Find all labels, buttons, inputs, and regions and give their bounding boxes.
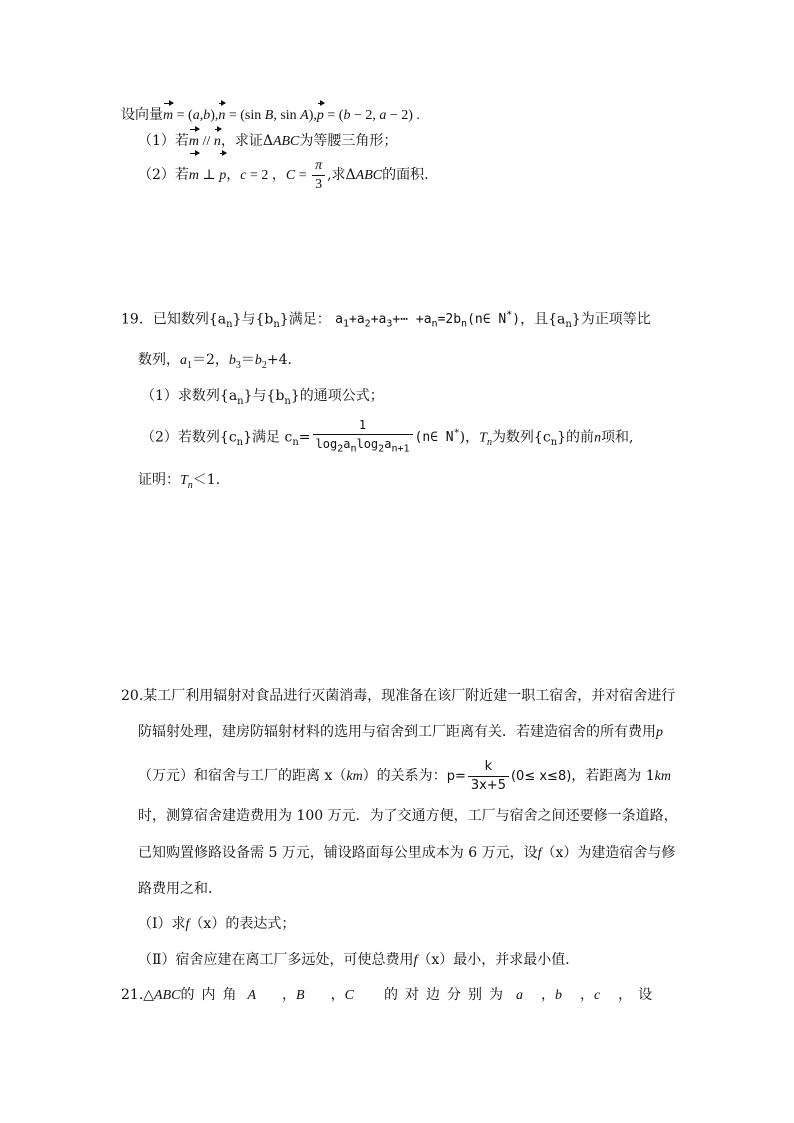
q19-line2: 数列，$a_1=2$，$b_3=b_2+4$． xyxy=(138,352,302,371)
q20-line4: 时，测算宿舍建造费用为 100 万元．为了交通方便，工厂与宿舍之间还要修一条道路， xyxy=(138,808,678,824)
q18-part2: （2）若m ⊥ p，c = 2 ，C = $\frac{\pi}{3}$ ,求ΔABC的面积. xyxy=(138,155,429,196)
q18-intro-line: 设向量m = (a,b),n = (sin B, sin A),p = (b − 2, a − 2) . xyxy=(121,105,420,126)
q20-line5: 已知购置修路设备需 5 万元，铺设路面每公里成本为 6 万元，设f（x）为建造宿舍与修 xyxy=(138,845,676,861)
q20-line6: 路费用之和． xyxy=(138,881,222,897)
q19-part2: （2）若数列$\{c_n\}$满足 $c_n=$ $\frac{1}{\log_2a_n\log_2a_{n+1}}$ (n∈ N*)，$T_n$为数列$\{c_n\}$的前n项和, xyxy=(141,414,634,463)
q19-line1: 19．已知数列$\{a_n\}$与$\{b_n\}$满足： $a_1+a_2+a_3+\cdots$ $+a_n=2b_n(n\in$ N*)，且$\{a_n\}$为正项等比 xyxy=(121,310,651,331)
q20-line3: （万元）和宿舍与工厂的距离 x（km）的关系为：p= $\frac{k}{3x+5}$ (0≤ x≤8)，若距离为 1km xyxy=(138,759,671,793)
q18-part1: （1）若m // n，求证ΔABC为等腰三角形； xyxy=(138,131,397,152)
fraction-k: $\frac{k}{3x+5}$ xyxy=(468,758,509,795)
vector-n: n xyxy=(218,106,225,126)
q20-part1: （Ⅰ）求f（x）的表达式； xyxy=(138,916,296,932)
sum-equation: $a_1+a_2+a_3+\cdots$ $+a_n=2b_n(n\in$ N*) xyxy=(335,310,521,330)
q20-part2: （Ⅱ）宿舍应建在离工厂多远处，可使总费用f（x）最小，并求最小值． xyxy=(138,952,580,968)
q19-prove: 证明：$T_n<1$． xyxy=(138,472,230,491)
q21-line1: 21.△ABC的内角 A ，B ，C 的对边分别为 a ，b ，c ， 设 xyxy=(121,987,653,1003)
q19-part1: （1）求数列$\{a_n\}$与$\{b_n\}$的通项公式； xyxy=(141,388,384,407)
vector-p: p xyxy=(317,106,324,126)
fraction-pi-over-3: $\frac{\pi}{3}$ xyxy=(312,157,325,194)
vector-m: m xyxy=(163,106,173,126)
fraction-cn: $\frac{1}{\log_2a_n\log_2a_{n+1}}$ xyxy=(313,416,413,458)
q20-line2: 防辐射处理，建房防辐射材料的选用与宿舍到工厂距离有关．若建造宿舍的所有费用p xyxy=(138,724,663,740)
q20-line1: 20.某工厂利用辐射对食品进行灭菌消毒，现准备在该厂附近建一职工宿舍，并对宿舍进行 xyxy=(121,688,676,704)
